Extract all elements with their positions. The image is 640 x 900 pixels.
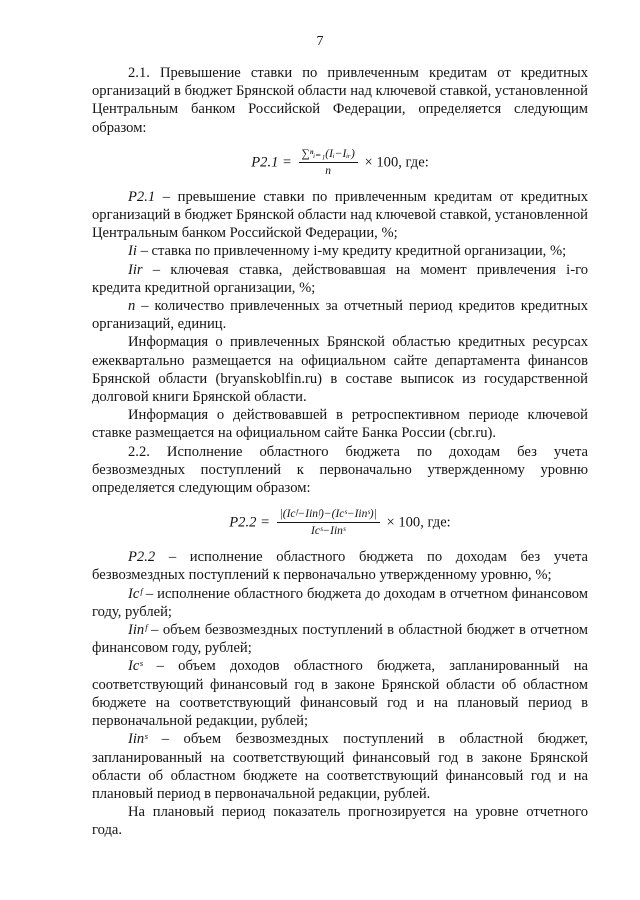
definition-text: – ключевая ставка, действовавшая на момент привлечения i-го кредита кредитной организации, %; [92,261,588,296]
definition-ics [92,657,588,730]
definition-symbol: Iinˢ [128,731,148,748]
formula-p22-rhs: × 100, где: [386,514,451,531]
definition-ii [92,242,588,260]
section-2-2-closing: На плановый период показатель прогнозируется на уровне отчетного года. [92,804,588,839]
definition-p22 [92,548,588,584]
definition-text: – исполнение областного бюджета по доходам без учета безвозмездных поступлений к первоначально утвержденному уровню, %; [92,549,588,584]
definition-symbol: Ii [128,243,137,260]
formula-p21-fraction [299,147,358,178]
definition-text: – исполнение областного бюджета до доходам в отчетном финансовом году, рублей; [92,585,588,620]
section-2-1-intro: 2.1. Превышение ставки по привлеченным кредитам от кредитных организаций в бюджет Брянской области над ключевой ставкой, установленной Центральным банком Российской Федерации, определяется следующим образом: [92,65,588,136]
document-body [92,64,588,840]
definition-symbol: P2.2 [128,549,156,566]
definition-text: – количество привлеченных за отчетный период кредитов кредитных организаций, единиц. [92,298,588,333]
definition-iir [92,261,588,297]
section-2-1-info-2: Информация о действовавшей в ретроспективном периоде ключевой ставке размещается на официальном сайте Банка России (cbr.ru). [92,407,588,442]
definition-iins [92,730,588,803]
formula-p21-denominator: n [325,164,332,177]
formula-p22 [92,507,588,538]
formula-p22-numerator: |(Icᶠ−Iinᶠ)−(Icˢ−Iinˢ)| [277,507,380,523]
definition-symbol: Iinᶠ [128,622,147,639]
definition-text: – объем безвозмездных поступлений в областной бюджет, запланированный на соответствующий финансовый год в законе Брянской области об областном бюджете на соответствующий финансовый год и на плановый период в первоначальной редакции, рублей. [92,731,588,802]
definition-symbol: P2.1 [128,188,156,205]
section-2-1-info-1: Информация о привлеченных Брянской областью кредитных ресурсах ежеквартально размещается на официальном сайте департамента финансов Брянской области (bryanskoblfin.ru) в составе выписок из государственной долговой книги Брянской области. [92,334,588,406]
formula-p22-fraction [277,507,380,538]
formula-p21-numerator: ∑ⁿᵢ₌₁(Iᵢ−Iᵢᵣ) [299,147,358,163]
formula-p22-lhs: P2.2 = [229,514,270,531]
formula-p21-lhs: P2.1 = [251,154,292,171]
definition-iinf [92,621,588,657]
section-2-2-intro: 2.2. Исполнение областного бюджета по доходам без учета безвозмездных поступлений к первоначально утвержденному уровню определяется следующим образом: [92,443,588,497]
formula-p22-denominator: Icˢ−Iinˢ [311,525,346,538]
definition-icf [92,585,588,621]
definition-p21 [92,188,588,243]
definition-text: – объем безвозмездных поступлений в областной бюджет в отчетном финансовом году, рублей; [92,622,588,657]
definition-text: – ставка по привлеченному i-му кредиту кредитной организации, %; [136,243,567,260]
formula-p21 [92,147,588,178]
definition-text: – объем доходов областного бюджета, запланированный на соответствующий финансовый год в законе Брянской области об областном бюджете на соответствующий финансовый год и на плановый период в первоначальной редакции, рублей; [92,658,588,730]
definition-n [92,297,588,333]
formula-p21-rhs: × 100, где: [364,154,429,171]
page-number: 7 [316,34,324,49]
definition-symbol: n [128,298,136,315]
definition-symbol: Icˢ [128,658,143,675]
definition-text: – превышение ставки по привлеченным кредитам от кредитных организаций в бюджет Брянской области над ключевой ставкой, установленной Центральным банком Российской Федерации, %; [92,188,588,242]
definition-symbol: Icᶠ [128,585,142,602]
definition-symbol: Iir [128,261,143,278]
